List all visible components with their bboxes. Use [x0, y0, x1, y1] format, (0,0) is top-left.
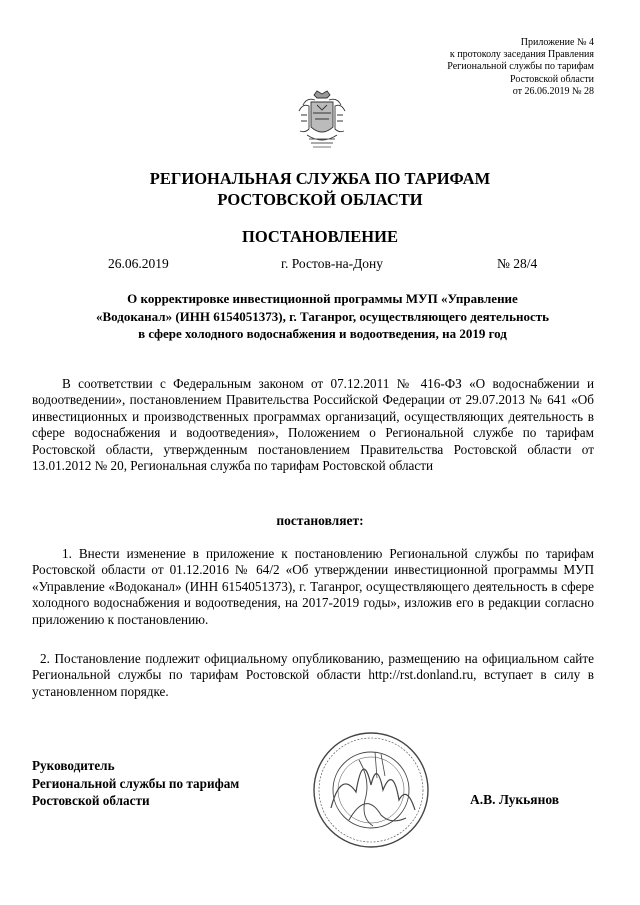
signatory-title: [32, 757, 239, 810]
annex-line: к протоколу заседания Правления: [449, 49, 594, 61]
subject-line: в сфере холодного водоснабжения и водоотведения, на 2019 год: [138, 326, 507, 341]
coat-of-arms-icon: [297, 89, 347, 151]
annex-line: Приложение № 4: [520, 37, 594, 48]
document-type: ПОСТАНОВЛЕНИЕ: [242, 227, 398, 246]
org-line: РЕГИОНАЛЬНАЯ СЛУЖБА ПО ТАРИФАМ: [149, 169, 491, 188]
annex-line: от 26.06.2019 № 28: [512, 85, 594, 97]
preamble-paragraph: В соответствии с Федеральным законом от 07.12.2011 № 416-ФЗ «О водоснабжении и водоотведении», постановлением Правительства Российской Федерации от 29.07.2013 № 641 «Об инвестиционных и производственных программах организаций, осуществляющих деятельность в сфере водоснабжения и водоотведения», Положением о Региональной службе по тарифам Ростовской области, утвержденным постановлением Правительства Ростовской области от 13.01.2012 № 20, Региональная служба по тарифам Ростовской области: [32, 376, 594, 474]
org-line: РОСТОВСКОЙ ОБЛАСТИ: [217, 190, 423, 209]
annex-line: Ростовской области: [510, 73, 594, 85]
stamp-icon: [311, 730, 431, 850]
subject-line: «Водоканал» (ИНН 6154051373), г. Таганрог, осуществляющего деятельность: [96, 308, 549, 324]
signatory-line: Региональной службы по тарифам: [32, 775, 240, 791]
document-city: г. Ростов-на-Дону: [281, 256, 384, 271]
signatory-line: Руководитель: [32, 758, 115, 773]
document-number: № 28/4: [497, 256, 538, 271]
subject-line: О корректировке инвестиционной программы МУП «Управление: [127, 291, 518, 306]
resolution-item-2: 2. Постановление подлежит официальному опубликованию, размещению на официальном сайте Региональной службы по тарифам Ростовской области http://rst.donland.ru, вступает в силу в установленном порядке.: [32, 651, 594, 699]
resolves-heading: постановляет:: [276, 513, 364, 528]
annex-note: [447, 37, 594, 98]
signatory-line: Ростовской области: [32, 793, 150, 808]
document-subject: [40, 290, 605, 343]
issuing-authority: [0, 168, 640, 210]
annex-line: Региональной службы по тарифам: [447, 61, 594, 73]
document-date: 26.06.2019: [108, 256, 169, 271]
resolution-item-1: 1. Внести изменение в приложение к постановлению Региональной службы по тарифам Ростовской области от 01.12.2016 № 64/2 «Об утверждении инвестиционной программы МУП «Управление «Водоканал» (ИНН 6154051373), г. Таганрог, осуществляющего деятельность в сфере холодного водоснабжения и водоотведения, на 2017-2019 годы», изложив его в редакции согласно приложению к постановлению.: [32, 546, 594, 627]
signatory-name: А.В. Лукьянов: [470, 792, 560, 807]
